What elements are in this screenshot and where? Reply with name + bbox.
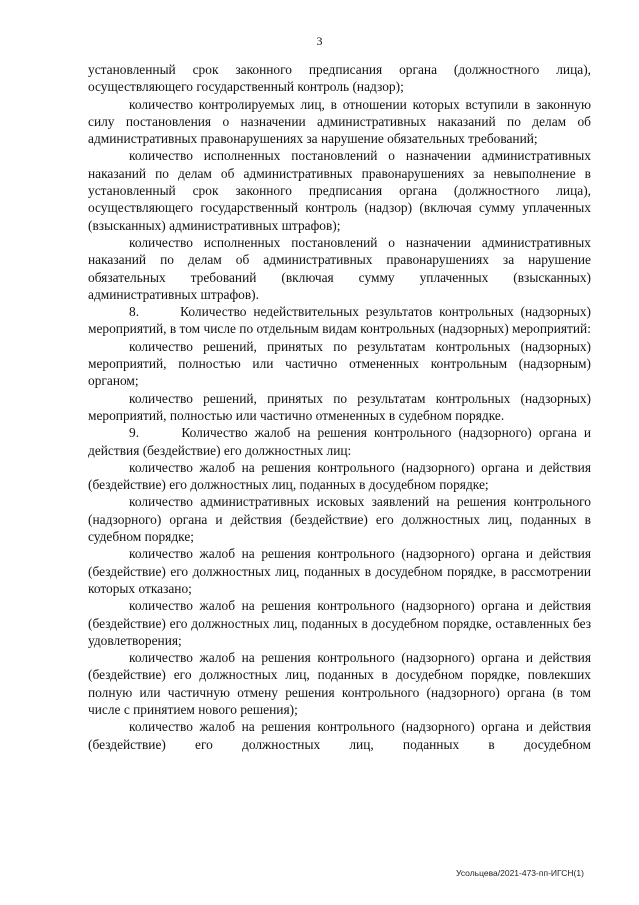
paragraph: количество жалоб на решения контрольного (надзорного) органа и действия (бездействие) его должностных лиц, поданных в досудебном порядке, оставленных без удовлетворения; [88,598,591,648]
paragraph: количество жалоб на решения контрольного (надзорного) органа и действия (бездействие) его должностных лиц, поданных в досудебном порядке, в рассмотрении которых отказано; [88,546,591,596]
page-number: 3 [316,34,323,48]
document-footer-id: Усольцева/2021-473-пп-ИГСН(1) [456,868,584,878]
paragraph: количество жалоб на решения контрольного (надзорного) органа и действия (бездействие) его должностных лиц, поданных в досудебном порядке; [88,459,591,493]
numbered-paragraph-9: 9. Количество жалоб на решения контрольного (надзорного) органа и действия (бездействие) его должностных лиц: [88,425,595,458]
paragraph: количество жалоб на решения контрольного (надзорного) органа и действия (бездействие) его должностных лиц, поданных в досудебном [88,719,591,752]
paragraph: количество жалоб на решения контрольного (надзорного) органа и действия (бездействие) его должностных лиц, поданных в досудебном порядке, повлекших полную или частичную отмену решения контрольного (надзорного) органа (в том числе с принятием нового решения); [88,650,591,717]
paragraph: количество контролируемых лиц, в отношении которых вступили в законную силу постановления о назначении административных наказаний по делам об административных правонарушениях за нарушение обязательных требований; [88,96,591,147]
paragraph: установленный срок законного предписания органа (должностного лица), осуществляющего государственный контроль (надзор); [88,62,591,95]
paragraph: количество исполненных постановлений о назначении административных наказаний по делам об административных правонарушениях за невыполнение в установленный срок законного предписания органа (должностного лица), осуществляющего государственный контроль (надзор) (включая сумму уплаченных (взысканных) административных штрафов); [88,148,591,233]
paragraph: количество решений, принятых по результатам контрольных (надзорных) мероприятий, полностью или частично отмененных контрольным (надзорным) органом; [88,338,591,389]
paragraph: количество административных исковых заявлений на решения контрольного (надзорного) органа и действия (бездействие) его должностных лиц, поданных в судебном порядке; [88,494,591,545]
paragraph: количество решений, принятых по результатам контрольных (надзорных) мероприятий, полностью или частично отмененных в судебном порядке. [88,390,591,423]
document-body [88,61,595,753]
numbered-paragraph-8: 8. Количество недействительных результатов контрольных (надзорных) мероприятий, в том числе по отдельным видам контрольных (надзорных) мероприятий: [88,304,595,337]
paragraph: количество исполненных постановлений о назначении административных наказаний по делам об административных правонарушениях за нарушение обязательных требований (включая сумму уплаченных (взысканных) административных штрафов). [88,234,591,302]
